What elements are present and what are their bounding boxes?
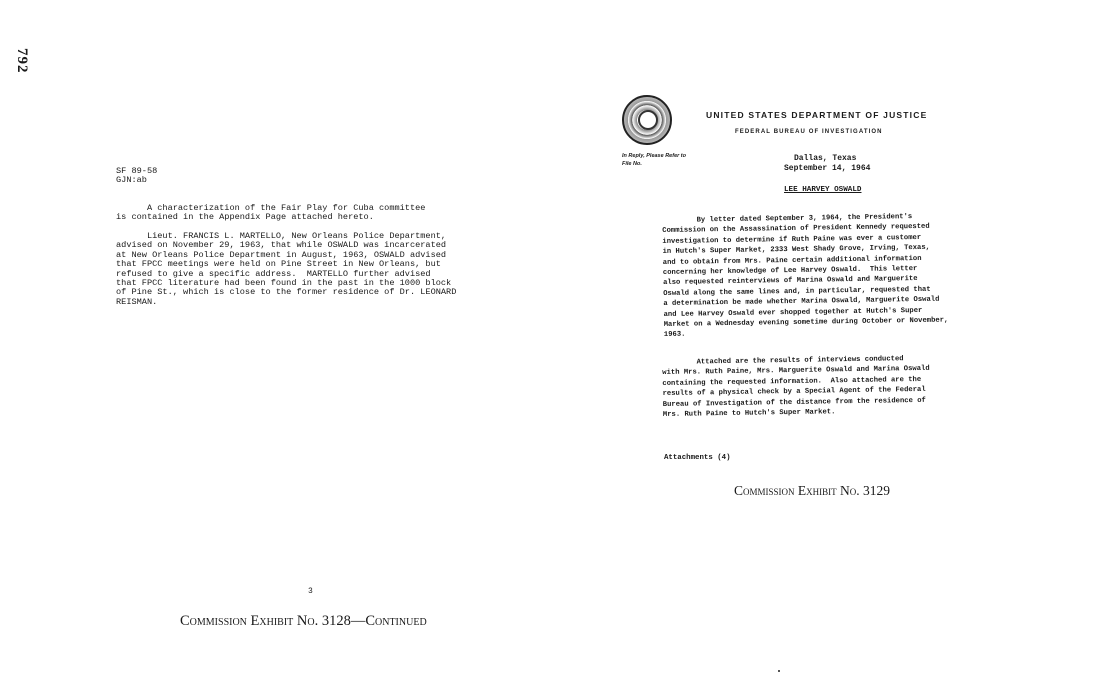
date: September 14, 1964 bbox=[784, 164, 871, 173]
attachments-line: Attachments (4) bbox=[664, 454, 731, 462]
reply-note: In Reply, Please Refer to File No. bbox=[622, 153, 686, 167]
place: Dallas, Texas bbox=[794, 154, 857, 163]
file-reference bbox=[116, 167, 157, 186]
right-paragraph-2: Attached are the results of interviews conducted with Mrs. Ruth Paine, Mrs. Marguerite Oswald and Marina Oswald containing the requested information. Also attached are the results of a physical check by a Special Agent of the Federal Bureau of Investigation of the distance from the residence of Mrs. Ruth Paine to Hutch's Super Market. bbox=[662, 355, 930, 420]
exhibit-caption-right: Commission Exhibit No. 3129 bbox=[734, 483, 891, 498]
seal-icon bbox=[622, 95, 672, 145]
exhibit-caption-left: Commission Exhibit No. 3128—Continued bbox=[180, 613, 427, 629]
file-number: SF 89-58 bbox=[116, 166, 158, 176]
letterhead-bureau: FEDERAL BUREAU OF INVESTIGATION bbox=[735, 129, 883, 135]
scan-speck bbox=[778, 670, 780, 672]
dateline bbox=[784, 154, 870, 174]
right-paragraph-1: By letter dated September 3, 1964, the President's Commission on the Assassination of President Kennedy requested investigation to determine if Ruth Paine was ever a customer in Hutch's Super Market, 2333 West Shady Grove, Irving, Texas, and to obtain from Mrs. Paine certain additional information concerning her knowledge of Lee Harvey Oswald. This letter also requested reinterviews of Marina Oswald and Marguerite Oswald along the same lines and, in particular, requested that a determination be made whether Marina Oswald, Marguerite Oswald and Lee Harvey Oswald ever shopped together at Hutch's Super Market on a Wednesday evening sometime during October or November, 1963. bbox=[662, 213, 949, 340]
initials: GJN:ab bbox=[116, 175, 147, 186]
letterhead-department: UNITED STATES DEPARTMENT OF JUSTICE bbox=[706, 110, 928, 120]
page-number: 792 bbox=[14, 48, 30, 74]
left-paragraph-1: A characterization of the Fair Play for Cuba committee is contained in the Appendix Page attached hereto. bbox=[116, 203, 426, 223]
subject-line: LEE HARVEY OSWALD bbox=[784, 186, 862, 194]
footer-page-number: 3 bbox=[308, 587, 313, 596]
left-paragraph-2: Lieut. FRANCIS L. MARTELLO, New Orleans Police Department, advised on November 29, 1963, that while OSWALD was incarcerated at New Orleans Police Department in August, 1963, OSWALD advised that FPCC meetings were held on Pine Street in New Orleans, but refused to give a specific address. MARTELLO further advised that FPCC literature had been found in the past in the 1000 block of Pine St., which is close to the former residence of Dr. LEONARD REISMAN. bbox=[116, 231, 457, 307]
